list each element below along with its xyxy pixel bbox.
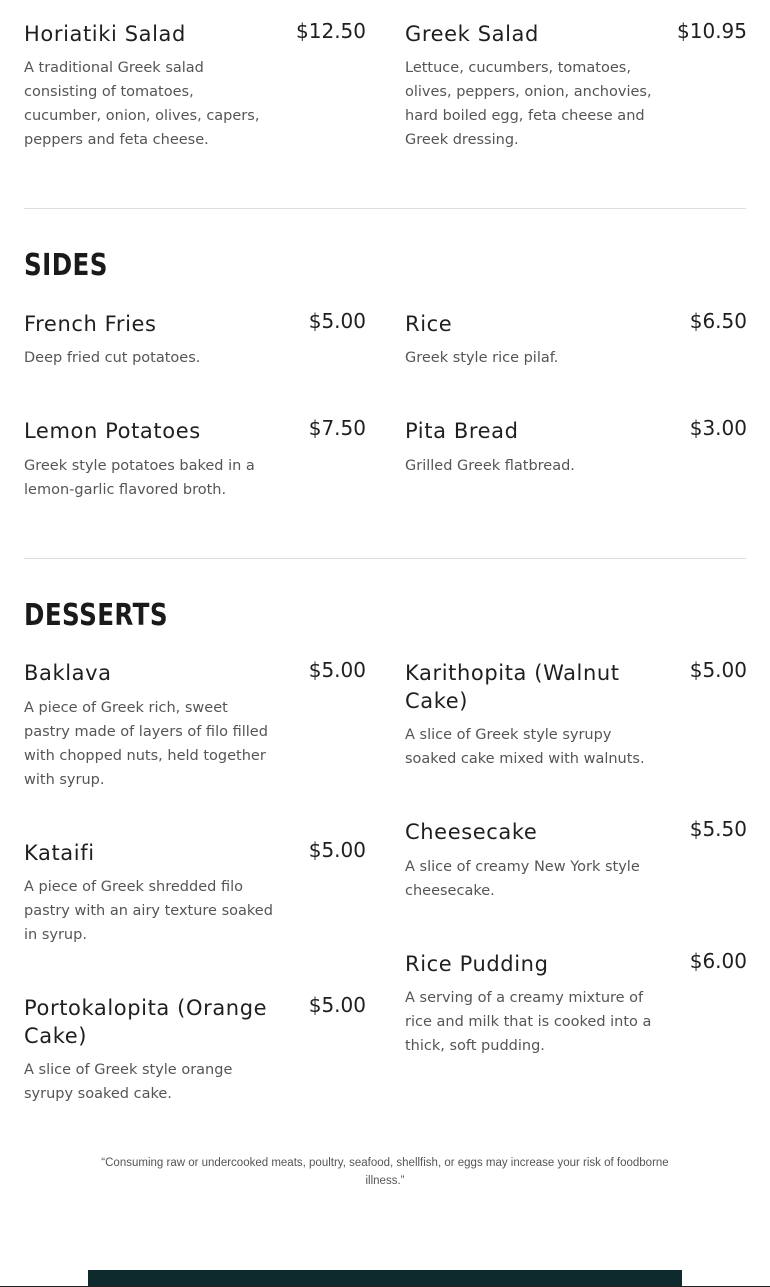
item-price: $5.00 [308,309,366,333]
item-price: $5.00 [689,658,747,682]
item-name: Horiatiki Salad [24,22,186,46]
item-price: $7.50 [308,416,366,440]
item-price: $5.00 [308,658,366,682]
item-name: Greek Salad [405,22,539,46]
item-description: A slice of Greek style orange syrupy soaked cake. [24,1062,233,1102]
item-price: $6.50 [689,309,747,333]
item-price: $5.50 [689,817,747,841]
food-safety-disclaimer: “Consuming raw or undercooked meats, poultry, seafood, shellfish, or eggs may increase your risk of foodborne illness.” [101,1157,669,1187]
item-name: Baklava [24,661,112,685]
item-name: Lemon Potatoes [24,419,201,443]
item-description: Greek style rice pilaf. [405,350,559,366]
item-description: A slice of Greek style syrupy soaked cake mixed with walnuts. [405,727,645,767]
item-description: Grilled Greek flatbread. [405,458,575,474]
item-description: A piece of Greek shredded filo pastry with an airy texture soaked in syrup. [24,879,273,943]
item-description: Deep fried cut potatoes. [24,350,201,366]
section-heading-sides: SIDES [24,248,108,283]
item-price: $5.00 [308,993,366,1017]
item-price: $6.00 [689,949,747,973]
item-description: A piece of Greek rich, sweet pastry made of layers of filo filled with chopped nuts, held together with syrup. [24,700,268,788]
footer-banner [88,1270,682,1287]
item-name: Rice Pudding [405,952,549,976]
section-divider [24,558,746,559]
item-description: A slice of creamy New York style cheesecake. [405,859,640,899]
item-name: Karithopita (Walnut Cake) [405,661,620,713]
section-heading-desserts: DESSERTS [24,598,168,633]
item-name: Rice [405,312,453,336]
item-name: Kataifi [24,841,95,865]
item-price: $3.00 [689,416,747,440]
item-price: $12.50 [296,19,366,43]
item-price: $5.00 [308,838,366,862]
item-name: Cheesecake [405,820,538,844]
item-description: A traditional Greek salad consisting of tomatoes, cucumber, onion, olives, capers, peppers and feta cheese. [24,60,260,148]
item-price: $10.95 [677,19,747,43]
item-name: Pita Bread [405,419,519,443]
item-description: Greek style potatoes baked in a lemon-garlic flavored broth. [24,458,255,498]
item-description: Lettuce, cucumbers, tomatoes, olives, peppers, onion, anchovies, hard boiled egg, feta cheese and Greek dressing. [405,60,652,148]
section-divider [24,208,746,209]
item-name: Portokalopita (Orange Cake) [24,996,268,1048]
item-description: A serving of a creamy mixture of rice and milk that is cooked into a thick, soft pudding. [405,990,652,1054]
item-name: French Fries [24,312,157,336]
